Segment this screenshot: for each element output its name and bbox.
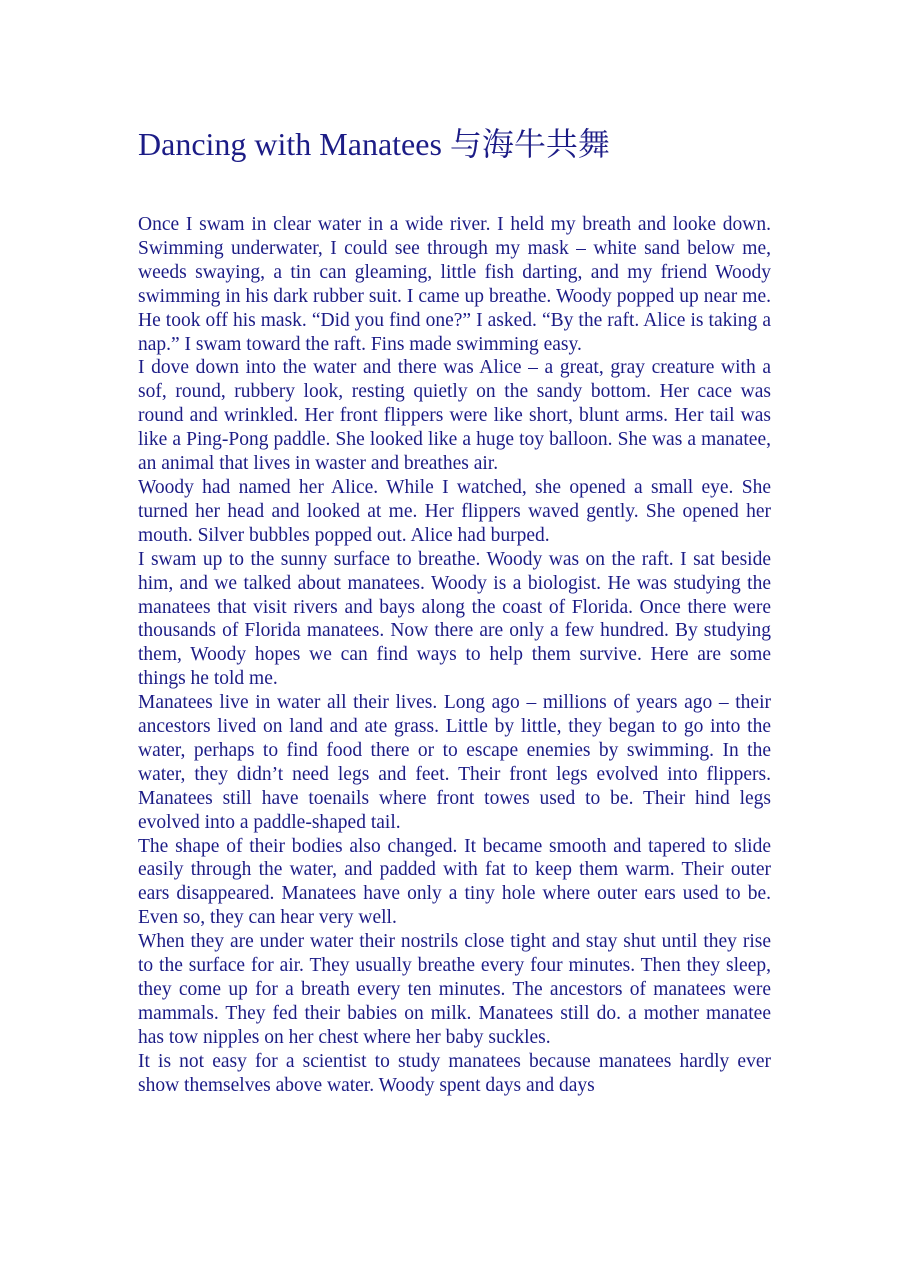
paragraph: I swam up to the sunny surface to breathe. Woody was on the raft. I sat beside him, and we talked about manatees. Woody is a biologist. He was studying the manatees that visit rivers and bays along the coast of Florida. Once there were thousands of Florida manatees. Now there are only a few hundred. By studying them, Woody hopes we can find ways to help them survive. Here are some things he told me. [138, 548, 771, 690]
paragraph: I dove down into the water and there was Alice – a great, gray creature with a sof, round, rubbery look, resting quietly on the sandy bottom. Her cace was round and wrinkled. Her front flippers were like short, blunt arms. Her tail was like a Ping-Pong paddle. She looked like a huge toy balloon. She was a manatee, an animal that lives in waster and breathes air. [138, 357, 771, 475]
paragraph: The shape of their bodies also changed. It became smooth and tapered to slide easily through the water, and padded with fat to keep them warm. Their outer ears disappeared. Manatees have only a tiny hole where outer ears used to be. Even so, they can hear very well. [138, 835, 771, 929]
paragraph: Woody had named her Alice. While I watched, she opened a small eye. She turned her head and looked at me. Her flippers waved gently. She opened her mouth. Silver bubbles popped out. Alice had burped. [138, 476, 771, 546]
document-body [138, 213, 771, 1098]
paragraph: Manatees live in water all their lives. Long ago – millions of years ago – their ancestors lived on land and ate grass. Little by little, they began to go into the water, perhaps to find food there or to escape enemies by swimming. In the water, they didn’t need legs and feet. Their front legs evolved into flippers. Manatees still have toenails where front towes used to be. Their hind legs evolved into a paddle-shaped tail. [138, 692, 771, 833]
paragraph: Once I swam in clear water in a wide river. I held my breath and looke down. Swimming underwater, I could see through my mask – white sand below me, weeds swaying, a tin can gleaming, little fish darting, and my friend Woody swimming in his dark rubber suit. I came up breathe. Woody popped up near me. He took off his mask. “Did you find one?” I asked. “By the raft. Alice is taking a nap.” I swam toward the raft. Fins made swimming easy. [138, 214, 771, 355]
paragraph: When they are under water their nostrils close tight and stay shut until they rise to the surface for air. They usually breathe every four minutes. Then they sleep, they come up for a breath every ten minutes. The ancestors of manatees were mammals. They fed their babies on milk. Manatees still do. a mother manatee has tow nipples on her chest where her baby suckles. [138, 931, 771, 1048]
document-title: Dancing with Manatees 与海牛共舞 [138, 126, 610, 162]
paragraph: It is not easy for a scientist to study manatees because manatees hardly ever show themselves above water. Woody spent days and days [138, 1050, 771, 1096]
